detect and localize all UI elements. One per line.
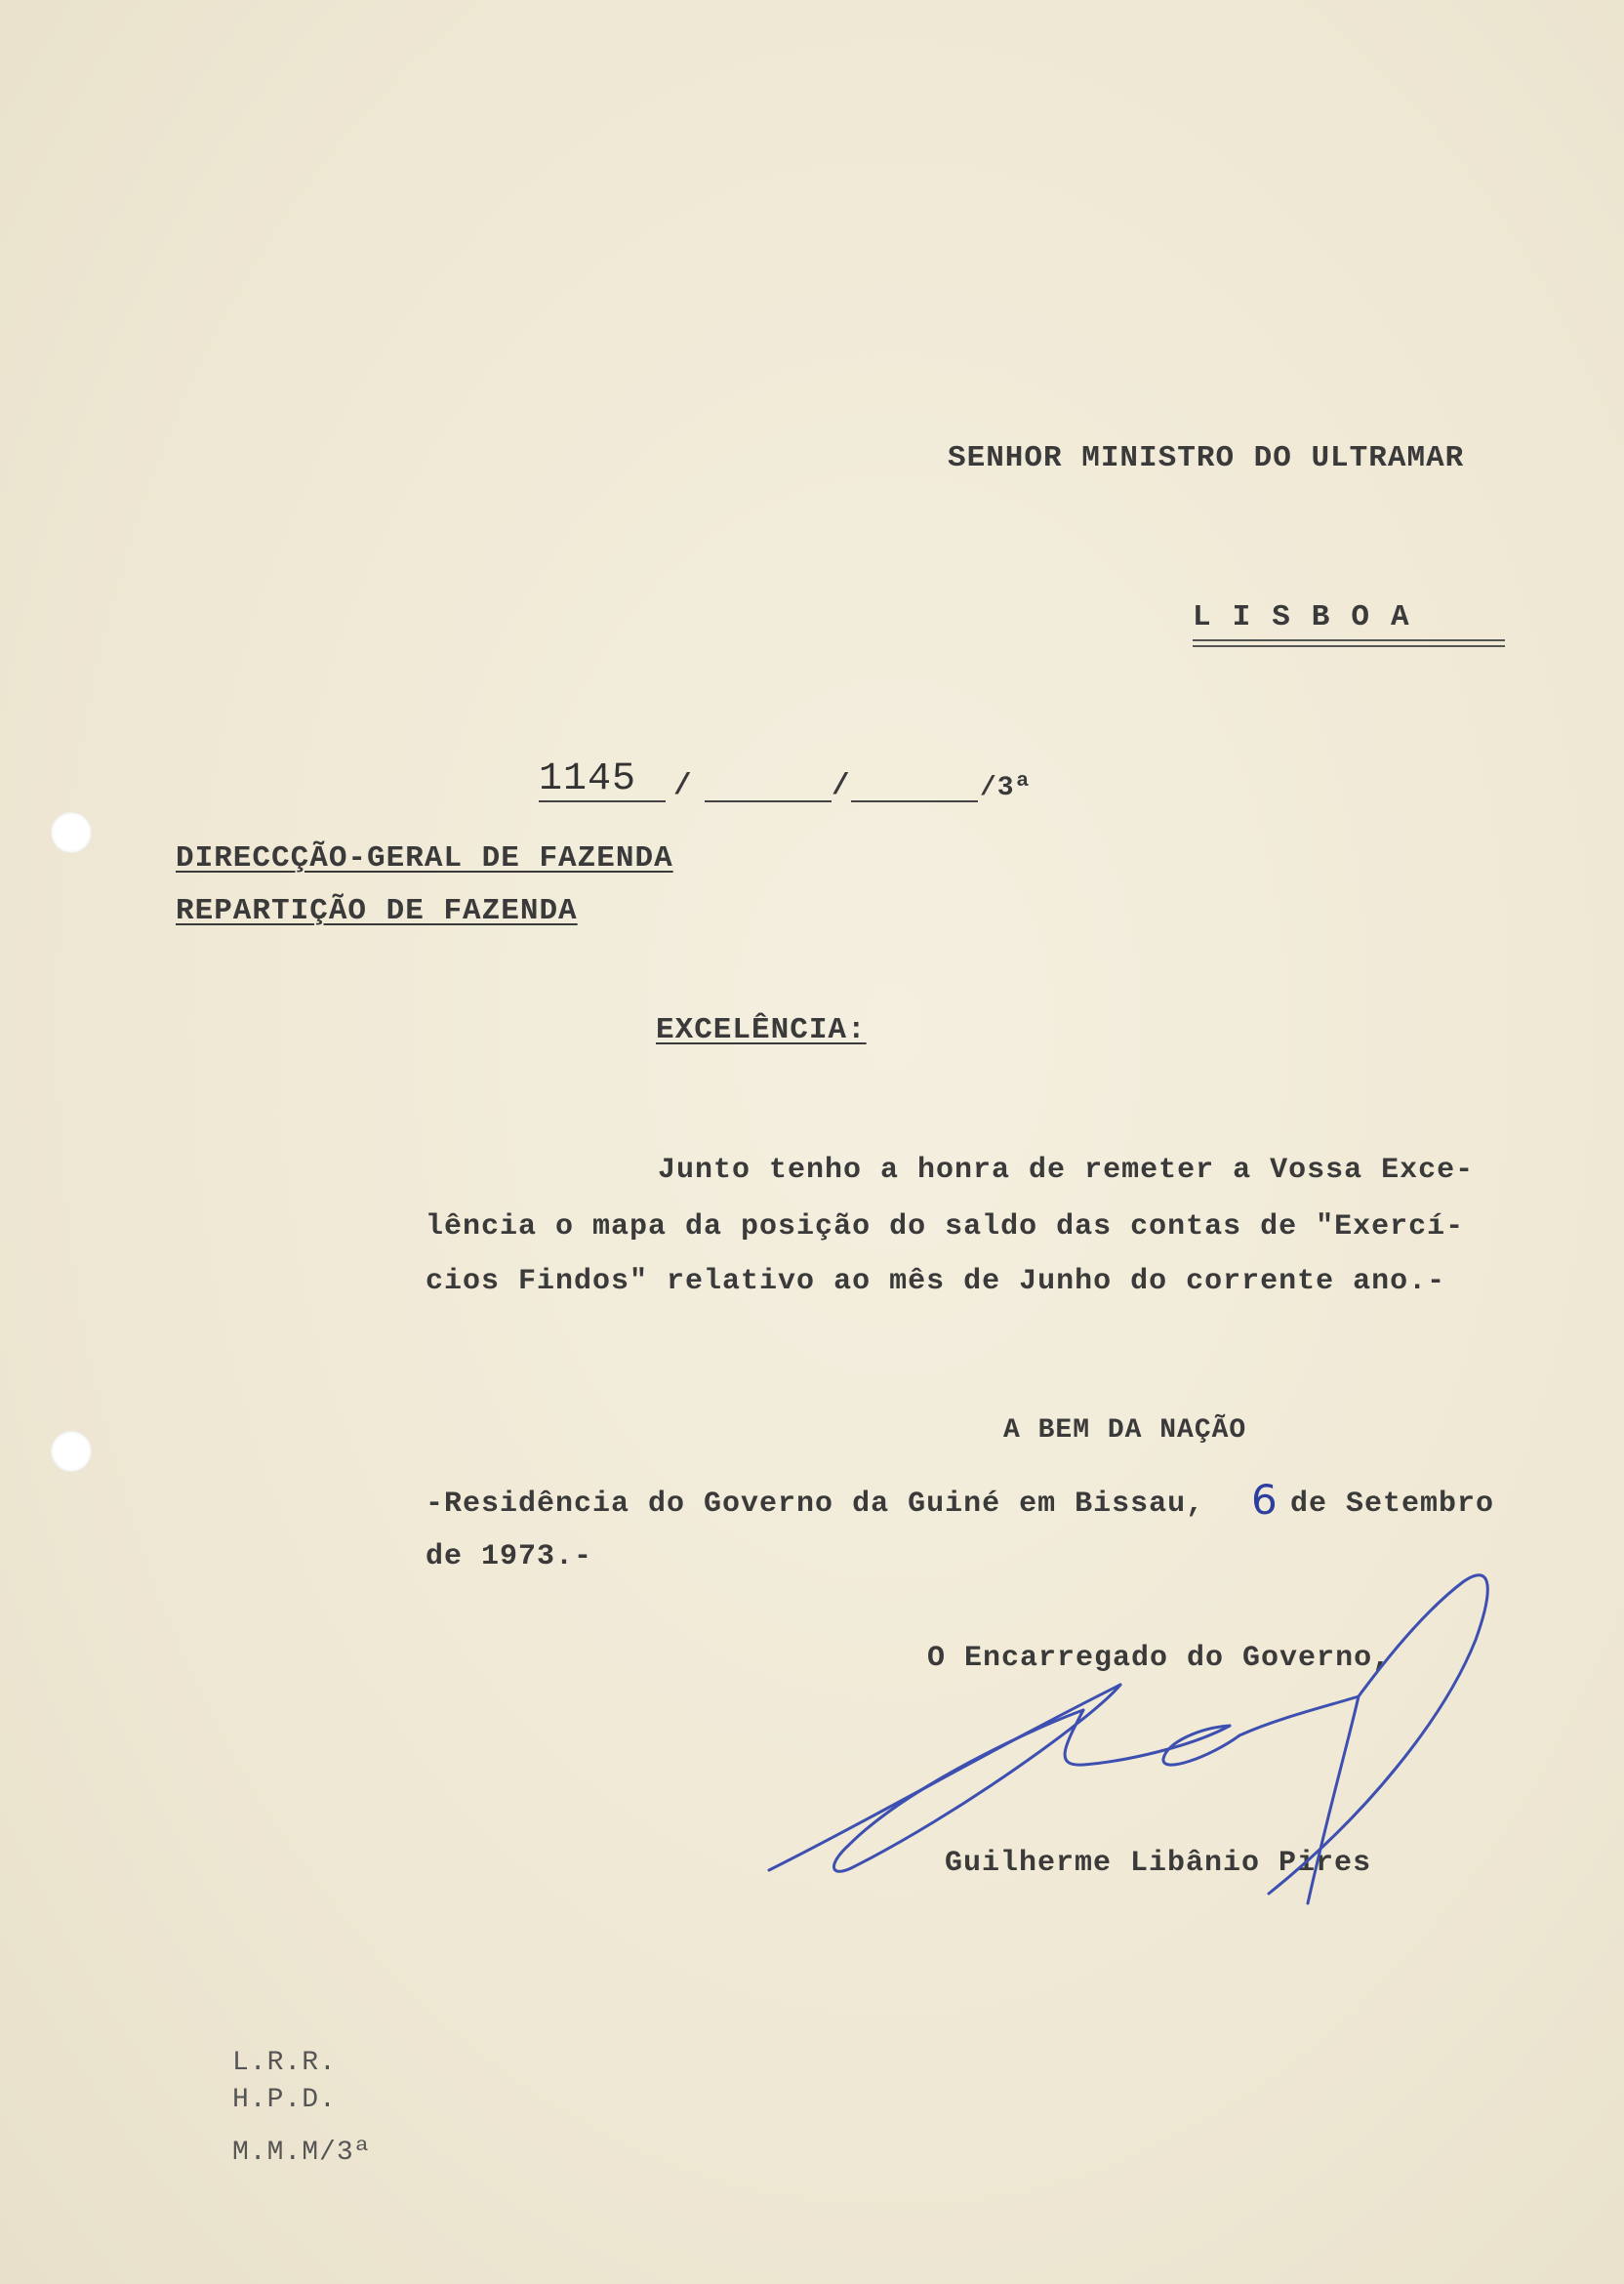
typist-initials-1: L.R.R.: [232, 2048, 337, 2078]
signatory-name: Guilherme Libânio Pires: [945, 1847, 1372, 1880]
reference-suffix: /3ª: [980, 773, 1033, 803]
place-date-line-2: de 1973.-: [426, 1540, 593, 1573]
reference-blank-3: [851, 800, 978, 802]
reference-slash-1: /: [673, 769, 693, 803]
salutation: EXCELÊNCIA:: [656, 1013, 867, 1047]
body-line-2: lência o mapa da posição do saldo das contas de "Exercí-: [426, 1210, 1465, 1244]
reference-underline-1: [539, 800, 666, 802]
punch-hole-bottom: [51, 1431, 92, 1472]
addressee-title: SENHOR MINISTRO DO ULTRAMAR: [948, 441, 1465, 475]
reference-blank-2: [705, 800, 832, 802]
reference-slash-2: /: [832, 769, 851, 803]
punch-hole-top: [51, 812, 92, 853]
place-date-line-1-before: -Residência do Governo da Guiné em Bissau,: [426, 1488, 1205, 1521]
handwritten-day: 6: [1251, 1476, 1278, 1524]
addressee-city: LISBOA: [1193, 600, 1431, 634]
reference-number: 1145: [539, 757, 637, 801]
signatory-role: O Encarregado do Governo,: [927, 1642, 1392, 1675]
typist-initials-2: H.P.D.: [232, 2085, 337, 2115]
body-line-1: Junto tenho a honra de remeter a Vossa Exce-: [658, 1154, 1475, 1187]
place-date-line-1-after: de Setembro: [1290, 1488, 1495, 1521]
department-line-1: DIRECCÇÃO-GERAL DE FAZENDA: [176, 841, 673, 876]
city-double-underline: [1193, 639, 1505, 647]
body-line-3: cios Findos" relativo ao mês de Junho do corrente ano.-: [426, 1265, 1446, 1298]
typist-initials-3: M.M.M/3ª: [232, 2138, 372, 2168]
closing: A BEM DA NAÇÃO: [1003, 1415, 1247, 1446]
department-line-2: REPARTIÇÃO DE FAZENDA: [176, 894, 578, 928]
